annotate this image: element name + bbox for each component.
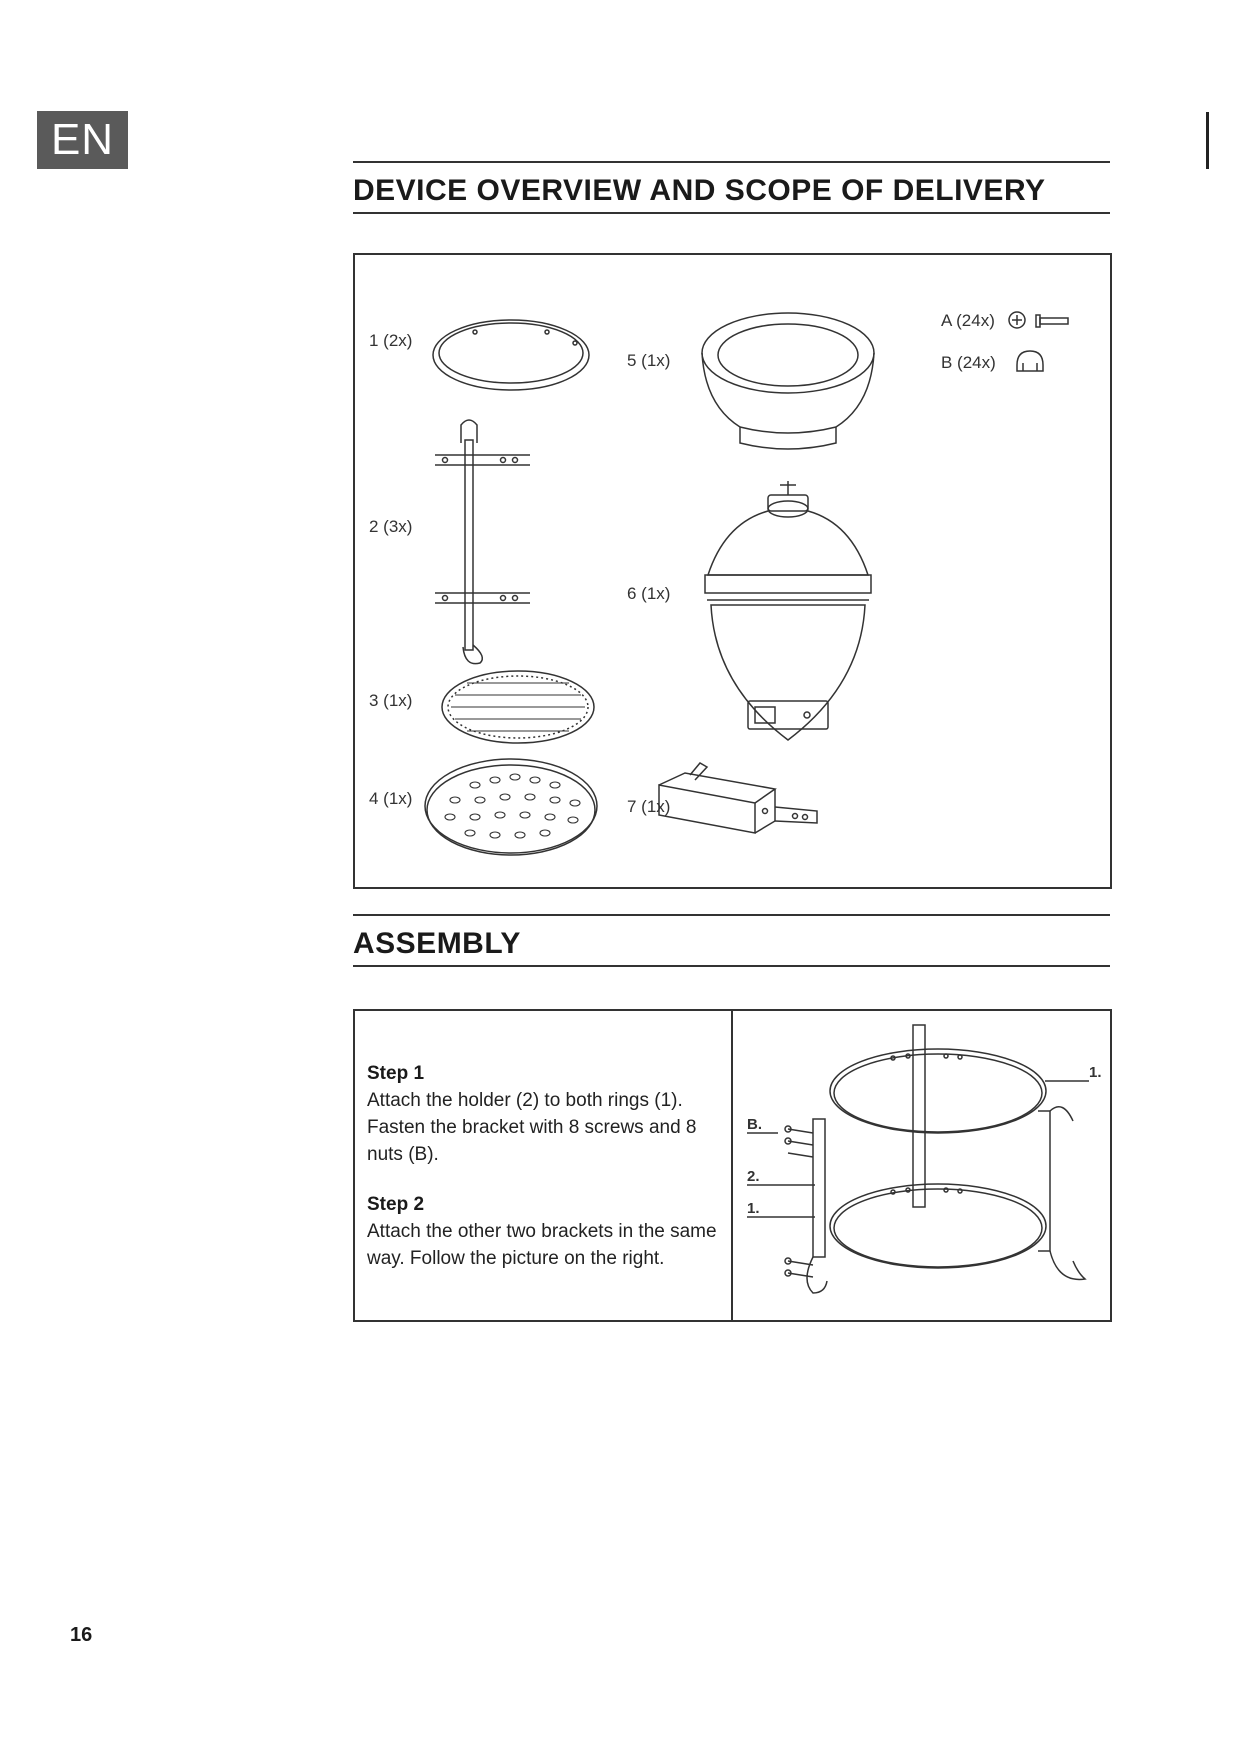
part-7-label: 7 (1x)	[627, 797, 671, 816]
nut-drawing	[1017, 351, 1043, 371]
part-firebox-drawing	[702, 313, 874, 449]
stand-assembly-illustration	[733, 1011, 1110, 1320]
part-5-label: 5 (1x)	[627, 351, 671, 370]
step-2-text: Attach the other two brackets in the same way. Follow the picture on the right.	[367, 1221, 717, 1269]
step-1-title: Step 1	[367, 1063, 425, 1084]
assembly-table	[353, 1009, 1112, 1322]
part-6-label: 6 (1x)	[627, 584, 671, 603]
part-2-label: 2 (3x)	[369, 517, 413, 536]
step-1-text: Attach the holder (2) to both rings (1). Fasten the bracket with 8 screws and 8 nuts (B).	[367, 1090, 697, 1165]
part-handle-bracket-drawing	[659, 763, 817, 833]
title-rule-top	[353, 161, 1110, 163]
assembly-rule-top	[353, 914, 1110, 916]
figure-label-holder: 2.	[747, 1168, 760, 1185]
overview-title: DEVICE OVERVIEW AND SCOPE OF DELIVERY	[353, 174, 1046, 207]
part-charcoal-plate-drawing	[425, 759, 597, 855]
title-rule-bottom	[353, 212, 1110, 214]
language-badge: EN	[37, 111, 128, 169]
page-edge-marker	[1206, 112, 1209, 169]
figure-label-ring-top: 1.	[1089, 1064, 1102, 1081]
parts-illustration	[355, 255, 1110, 887]
part-4-label: 4 (1x)	[369, 789, 413, 808]
assembly-rule-bottom	[353, 965, 1110, 967]
hardware-a-label: A (24x)	[941, 311, 995, 330]
part-grill-body-drawing	[705, 481, 871, 740]
assembly-instructions	[355, 1011, 733, 1320]
page-number: 16	[70, 1624, 93, 1646]
figure-label-ring-bottom: 1.	[747, 1200, 760, 1217]
assembly-figure	[733, 1011, 1110, 1320]
part-1-label: 1 (2x)	[369, 331, 413, 350]
part-holder-drawing	[435, 420, 530, 664]
step-2-title: Step 2	[367, 1194, 425, 1215]
part-3-label: 3 (1x)	[369, 691, 413, 710]
figure-label-nuts: B.	[747, 1116, 762, 1133]
part-ring-drawing	[433, 320, 589, 390]
screw-drawing	[1009, 312, 1068, 328]
assembly-title: ASSEMBLY	[353, 927, 521, 960]
hardware-b-label: B (24x)	[941, 353, 996, 372]
part-grill-grate-drawing	[442, 671, 594, 743]
parts-overview-figure	[353, 253, 1112, 889]
